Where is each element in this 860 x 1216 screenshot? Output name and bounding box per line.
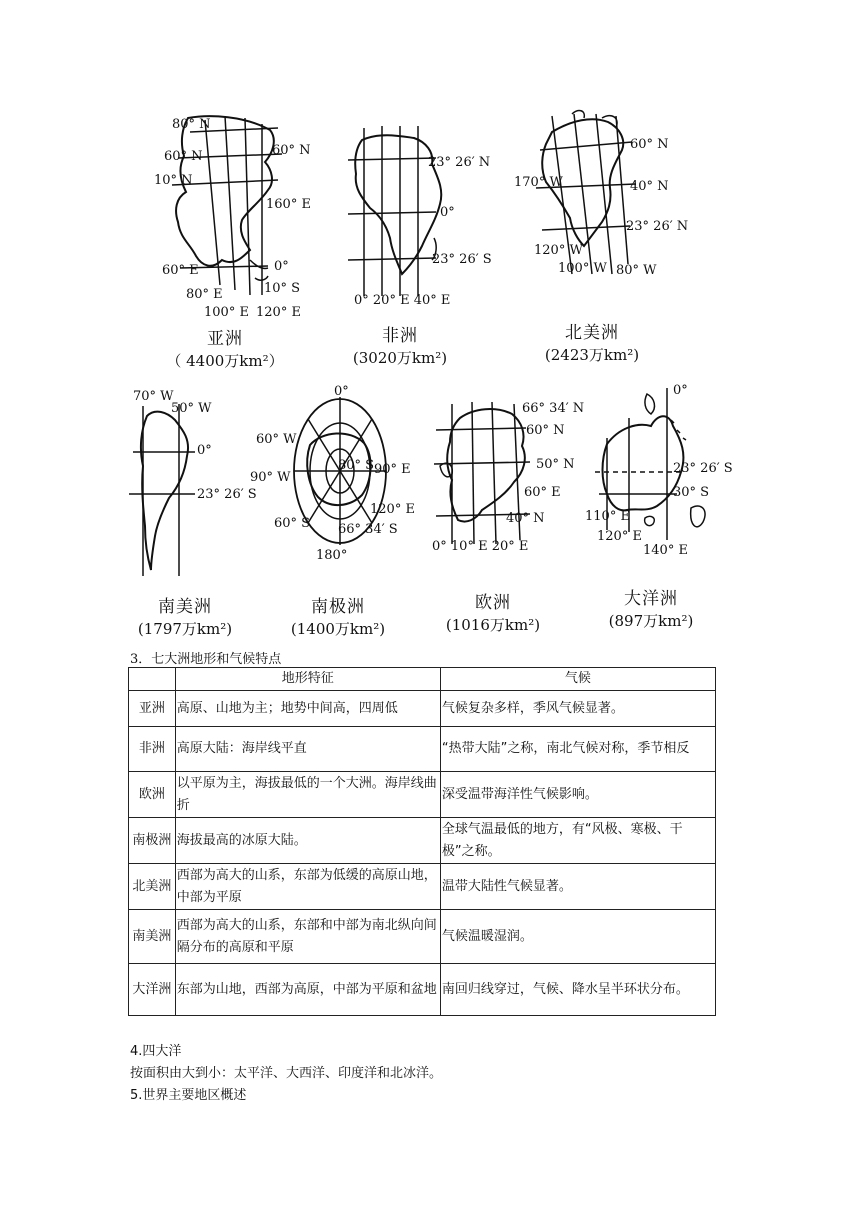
asia-label: 120° E bbox=[256, 305, 301, 320]
north-america-area: (2423万km²) bbox=[544, 346, 640, 364]
oceania-map-drawing bbox=[585, 382, 745, 562]
antarctica-label: 60° S bbox=[274, 516, 311, 531]
africa-map bbox=[340, 118, 510, 313]
table-cell: 温带大陆性气候显著。 bbox=[440, 864, 715, 910]
table-row bbox=[129, 818, 716, 864]
north-america-map bbox=[512, 104, 702, 289]
table-cell: 欧洲 bbox=[129, 772, 176, 818]
asia-label: 160° E bbox=[266, 197, 311, 212]
table-header-row bbox=[129, 668, 716, 691]
europe-area: (1016万km²) bbox=[445, 616, 541, 634]
oceania-label: 23° 26′ S bbox=[673, 461, 733, 476]
oceania-map bbox=[585, 382, 745, 562]
section4-text: 按面积由大到小：太平洋、大西洋、印度洋和北冰洋。 bbox=[130, 1066, 443, 1081]
africa-label: 23° 26′ S bbox=[432, 252, 492, 267]
antarctica-name: 南极洲 bbox=[311, 597, 365, 617]
antarctica-map-drawing bbox=[250, 385, 420, 570]
south-america-name: 南美洲 bbox=[158, 597, 212, 617]
antarctica-label: 80° S bbox=[338, 458, 375, 473]
table-cell: 大洋洲 bbox=[129, 964, 176, 1016]
africa-label: 0° bbox=[440, 205, 455, 220]
oceania-area: (897万km²) bbox=[608, 612, 694, 630]
asia-map-drawing bbox=[150, 110, 330, 325]
asia-label: 60° E bbox=[162, 263, 199, 278]
asia-label: 60° N bbox=[164, 149, 203, 164]
asia-label: 60° N bbox=[272, 143, 311, 158]
section4-heading: 4.四大洋 bbox=[130, 1044, 182, 1059]
africa-label: 0° 20° E 40° E bbox=[354, 293, 451, 308]
south-america-caption bbox=[130, 596, 240, 640]
south-america-map bbox=[125, 386, 265, 586]
table-cell: 非洲 bbox=[129, 727, 176, 772]
table-cell: 亚洲 bbox=[129, 691, 176, 727]
africa-map-drawing bbox=[340, 118, 510, 313]
table-row bbox=[129, 727, 716, 772]
asia-label: 80° E bbox=[186, 287, 223, 302]
table-cell: 全球气温最低的地方，有“风极、寒极、干极”之称。 bbox=[440, 818, 715, 864]
north-america-label: 80° W bbox=[616, 263, 657, 278]
asia-name: 亚洲 bbox=[207, 329, 243, 349]
south-america-label: 0° bbox=[197, 443, 212, 458]
europe-label: 40° N bbox=[506, 511, 545, 526]
africa-name: 非洲 bbox=[382, 326, 418, 346]
south-america-label: 70° W bbox=[133, 389, 174, 404]
antarctica-label: 60° W bbox=[256, 432, 297, 447]
antarctica-label: 90° E bbox=[374, 462, 411, 477]
table-cell: 南极洲 bbox=[129, 818, 176, 864]
table-cell: 海拔最高的冰原大陆。 bbox=[175, 818, 440, 864]
africa-caption bbox=[345, 325, 455, 369]
antarctica-map bbox=[250, 385, 420, 570]
table-row bbox=[129, 691, 716, 727]
europe-label: 50° N bbox=[536, 457, 575, 472]
antarctica-label: 120° E bbox=[370, 502, 415, 517]
asia-label: 10° N bbox=[154, 173, 193, 188]
north-america-label: 100° W bbox=[558, 261, 607, 276]
antarctica-label: 180° bbox=[316, 548, 348, 563]
oceania-label: 0° bbox=[673, 383, 688, 398]
oceania-caption bbox=[596, 588, 706, 632]
europe-caption bbox=[438, 592, 548, 636]
europe-label: 60° E bbox=[524, 485, 561, 500]
north-america-label: 40° N bbox=[630, 179, 669, 194]
table-cell: 以平原为主，海拔最低的一个大洲。海岸线曲折 bbox=[175, 772, 440, 818]
north-america-label: 170° W bbox=[514, 175, 563, 190]
oceania-label: 140° E bbox=[643, 543, 688, 558]
south-america-label: 23° 26′ S bbox=[197, 487, 257, 502]
asia-label: 10° S bbox=[264, 281, 301, 296]
antarctica-area: (1400万km²) bbox=[290, 620, 386, 638]
north-america-caption bbox=[532, 322, 652, 366]
asia-label: 80° N bbox=[172, 117, 211, 132]
north-america-label: 120° W bbox=[534, 243, 583, 258]
antarctica-label: 90° W bbox=[250, 470, 291, 485]
north-america-map-drawing bbox=[512, 104, 702, 289]
table-cell: 北美洲 bbox=[129, 864, 176, 910]
table-cell: 南回归线穿过，气候、降水呈半环状分布。 bbox=[440, 964, 715, 1016]
africa-label: 23° 26′ N bbox=[428, 155, 491, 170]
oceania-label: 110° E bbox=[585, 509, 630, 524]
asia-label: 100° E bbox=[204, 305, 249, 320]
south-america-area: (1797万km²) bbox=[137, 620, 233, 638]
oceania-label: 30° S bbox=[673, 485, 710, 500]
table-cell: 高原大陆：海岸线平直 bbox=[175, 727, 440, 772]
continent-features-table bbox=[128, 667, 716, 1016]
europe-map-drawing bbox=[430, 394, 590, 564]
asia-caption bbox=[160, 328, 290, 372]
section5-heading: 5.世界主要地区概述 bbox=[130, 1088, 247, 1103]
asia-area: （ 4400万km²） bbox=[166, 352, 284, 370]
table-row bbox=[129, 772, 716, 818]
north-america-label: 60° N bbox=[630, 137, 669, 152]
table-row bbox=[129, 910, 716, 964]
north-america-name: 北美洲 bbox=[565, 323, 619, 343]
table-row bbox=[129, 864, 716, 910]
africa-area: (3020万km²) bbox=[352, 349, 448, 367]
antarctica-caption bbox=[283, 596, 393, 640]
antarctica-label: 0° bbox=[334, 385, 349, 399]
table-header bbox=[129, 668, 176, 691]
table-cell: 气候温暖湿润。 bbox=[440, 910, 715, 964]
antarctica-label: 66° 34′ S bbox=[338, 522, 398, 537]
table-cell: 深受温带海洋性气候影响。 bbox=[440, 772, 715, 818]
north-america-label: 23° 26′ N bbox=[626, 219, 689, 234]
table-header: 气候 bbox=[440, 668, 715, 691]
south-america-label: 50° W bbox=[171, 401, 212, 416]
oceania-name: 大洋洲 bbox=[624, 589, 678, 609]
table-cell: 东部为山地，西部为高原，中部为平原和盆地 bbox=[175, 964, 440, 1016]
table-row bbox=[129, 964, 716, 1016]
table-cell: 西部为高大的山系，东部和中部为南北纵向间隔分布的高原和平原 bbox=[175, 910, 440, 964]
table-cell: 西部为高大的山系，东部为低缓的高原山地，中部为平原 bbox=[175, 864, 440, 910]
asia-label: 0° bbox=[274, 259, 289, 274]
europe-name: 欧洲 bbox=[475, 593, 511, 613]
south-america-map-drawing bbox=[125, 386, 265, 586]
table-cell: 高原、山地为主；地势中间高，四周低 bbox=[175, 691, 440, 727]
europe-label: 66° 34′ N bbox=[522, 401, 585, 416]
table-cell: 气候复杂多样，季风气候显著。 bbox=[440, 691, 715, 727]
table-cell: “热带大陆”之称，南北气候对称，季节相反 bbox=[440, 727, 715, 772]
europe-label: 0° 10° E 20° E bbox=[432, 539, 529, 554]
europe-map bbox=[430, 394, 590, 564]
oceania-label: 120° E bbox=[597, 529, 642, 544]
table-cell: 南美洲 bbox=[129, 910, 176, 964]
europe-label: 60° N bbox=[526, 423, 565, 438]
asia-map bbox=[150, 110, 330, 325]
section3-heading: 3．七大洲地形和气候特点 bbox=[130, 652, 282, 667]
table-header: 地形特征 bbox=[175, 668, 440, 691]
